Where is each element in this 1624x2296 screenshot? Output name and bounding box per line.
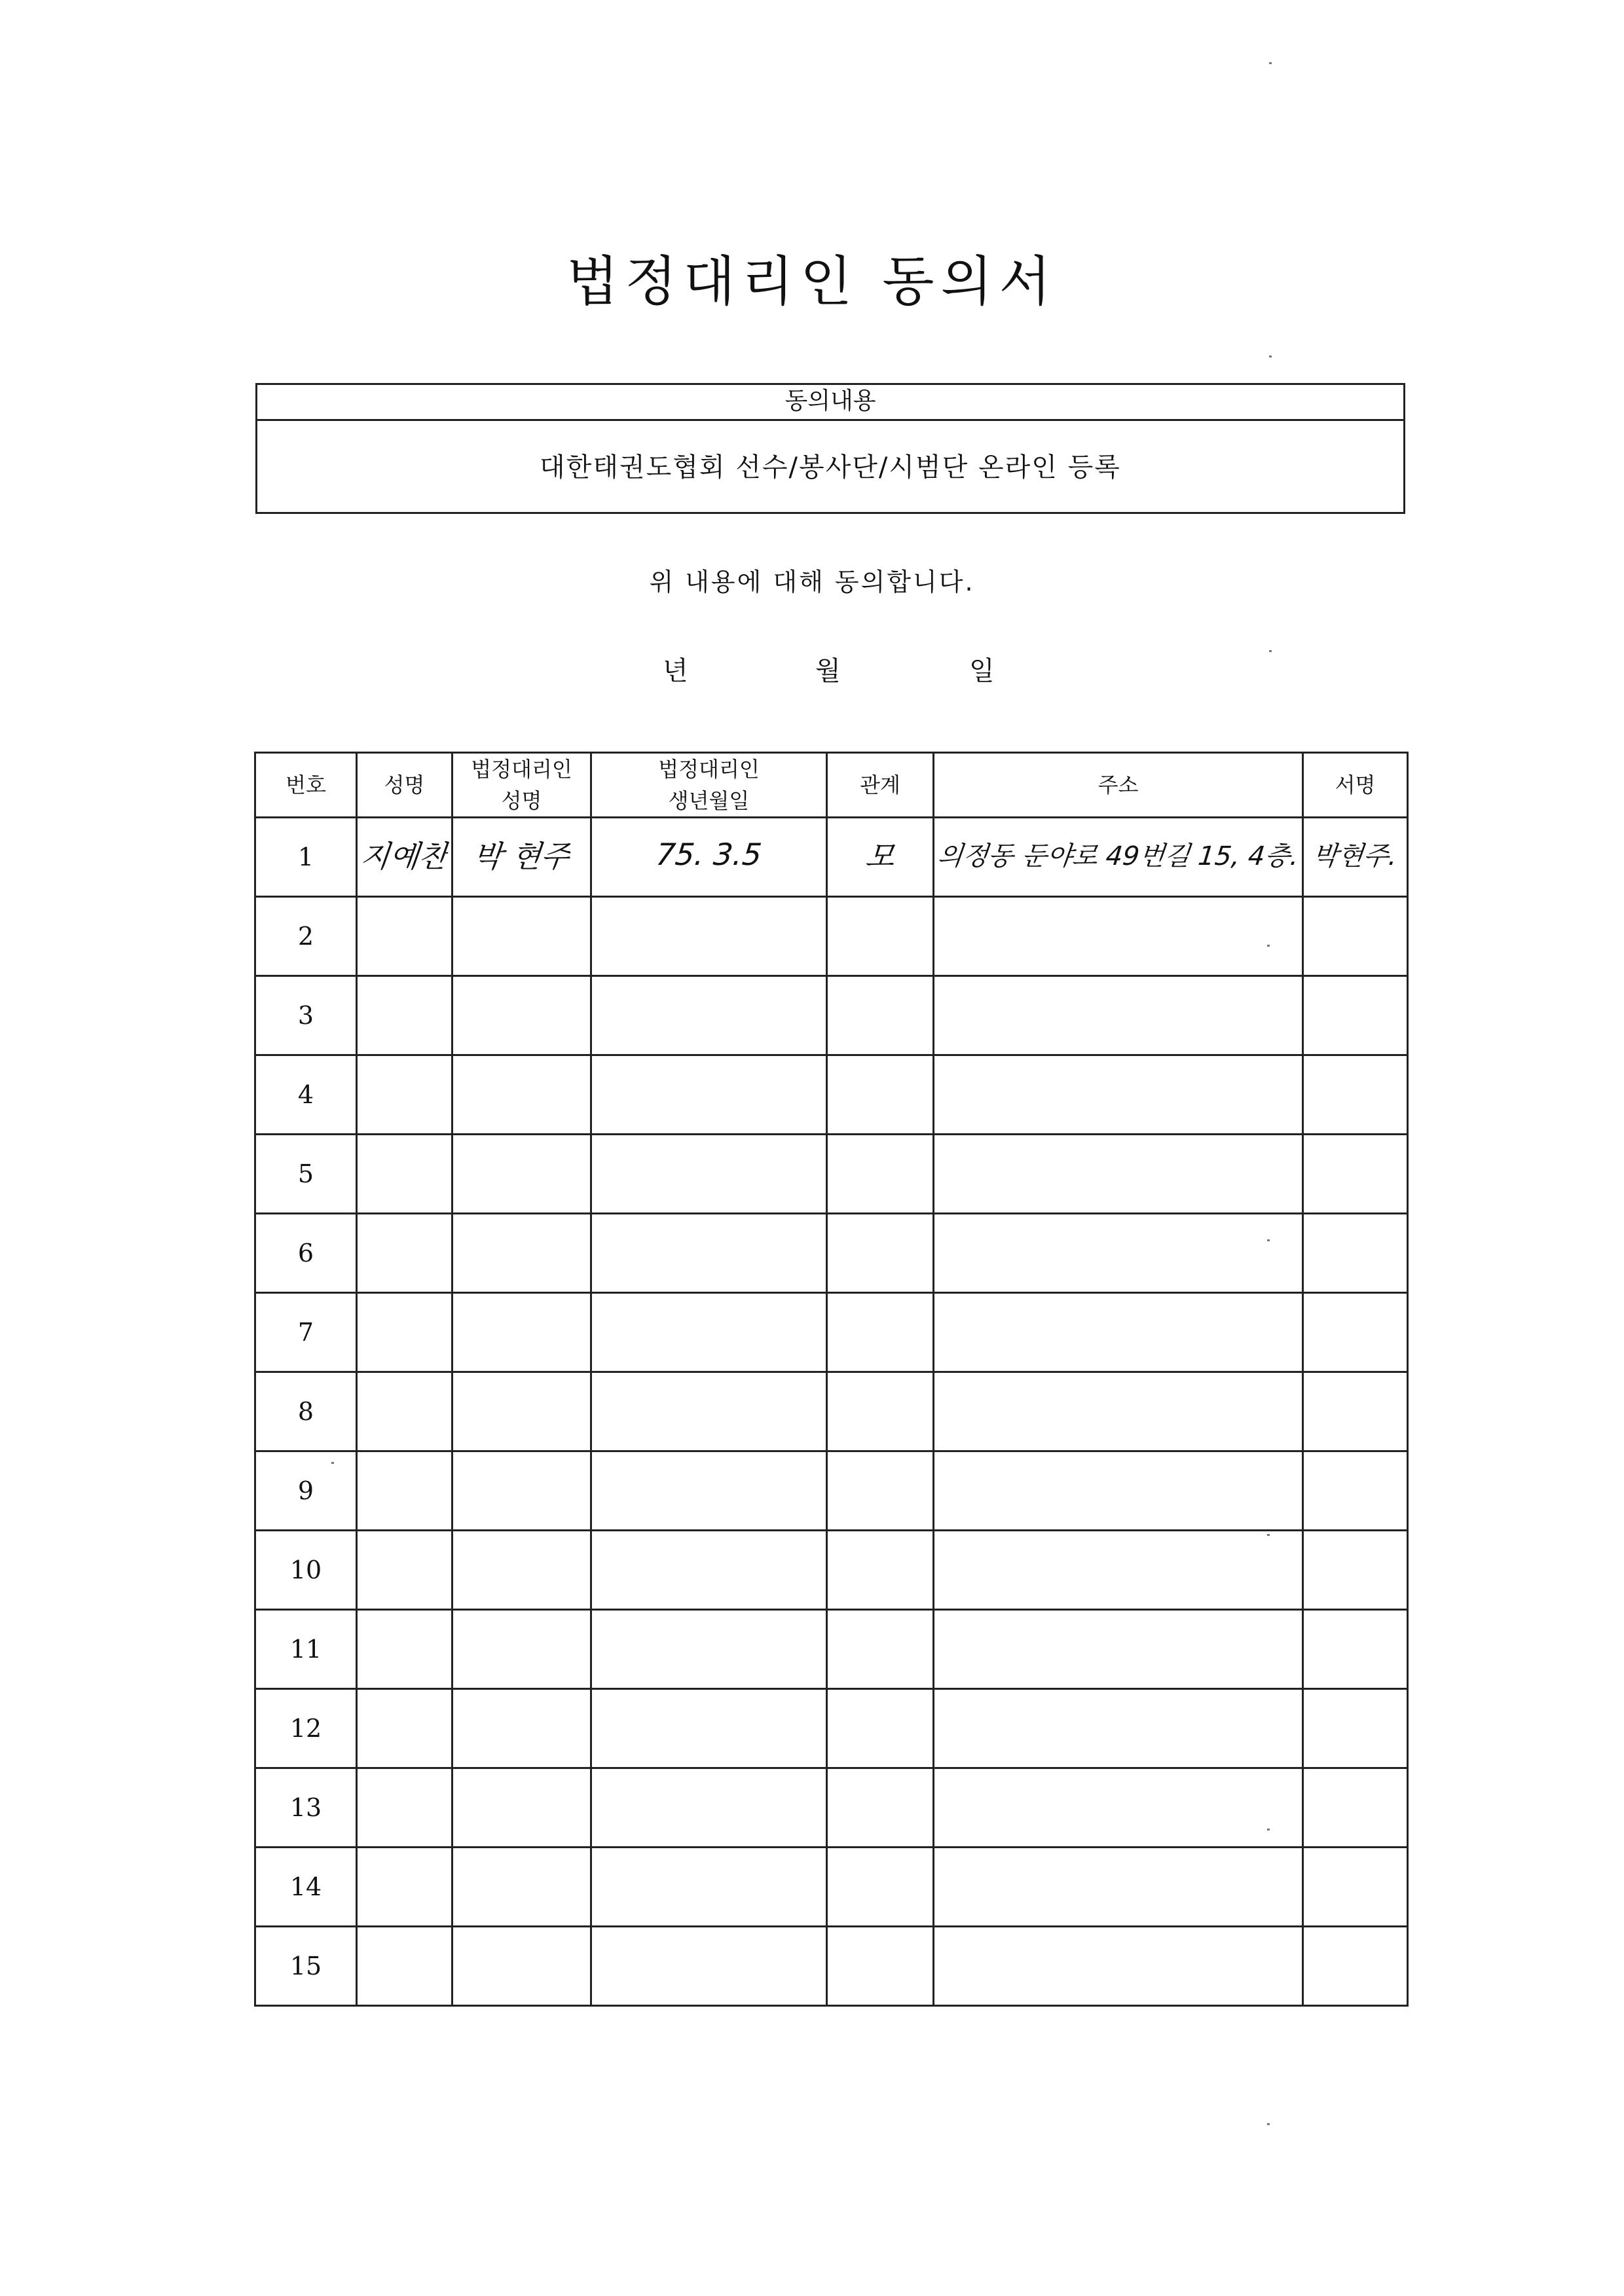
- cell-name: [357, 1055, 452, 1135]
- cell-signature: [1303, 1372, 1408, 1451]
- scan-speck: [1269, 650, 1272, 652]
- scan-speck: [1269, 62, 1272, 64]
- cell-name: [357, 1689, 452, 1768]
- cell-no-text: 11: [289, 1635, 322, 1664]
- cell-address: [934, 1689, 1303, 1768]
- cell-no: [255, 976, 357, 1055]
- cell-no: [255, 1135, 357, 1214]
- cell-name: [357, 1135, 452, 1214]
- cell-name: [357, 897, 452, 976]
- cell-address: [934, 1848, 1303, 1927]
- cell-no-text: 13: [289, 1793, 322, 1822]
- table-row: [255, 1293, 1408, 1372]
- cell-no-text: 9: [297, 1476, 314, 1505]
- table-row: [255, 1531, 1408, 1610]
- cell-name: [357, 1372, 452, 1451]
- date-day-label: 일: [969, 656, 995, 686]
- cell-name: [357, 1214, 452, 1293]
- cell-address: [934, 1531, 1303, 1610]
- cell-guardian-name: [452, 897, 591, 976]
- cell-no: [255, 1610, 357, 1689]
- cell-no-text: 12: [289, 1714, 322, 1743]
- scan-speck: [1267, 1534, 1270, 1536]
- consent-section: [255, 383, 1405, 514]
- cell-signature: [1303, 1689, 1408, 1768]
- cell-no: [255, 1848, 357, 1927]
- cell-address: [934, 1055, 1303, 1135]
- cell-no-text: 2: [297, 922, 314, 951]
- header-guardian-birth: 법정대리인 생년월일: [591, 753, 827, 818]
- scan-speck: [1267, 1239, 1270, 1241]
- cell-signature: [1303, 1927, 1408, 2006]
- cell-relation: [827, 1372, 934, 1451]
- cell-relation: [827, 1848, 934, 1927]
- cell-relation: [827, 1293, 934, 1372]
- cell-guardian-birth: [591, 818, 827, 897]
- date-month-label: 월: [815, 656, 841, 686]
- cell-guardian-birth: [591, 897, 827, 976]
- cell-guardian-name: [452, 1689, 591, 1768]
- table-row: [255, 1214, 1408, 1293]
- table-row: [255, 1768, 1408, 1848]
- cell-relation-text: 모: [863, 838, 896, 874]
- cell-no-text: 5: [297, 1159, 314, 1188]
- cell-guardian-birth: [591, 1293, 827, 1372]
- cell-address: [934, 818, 1303, 897]
- table-row: [255, 1055, 1408, 1135]
- cell-relation: [827, 1451, 934, 1531]
- cell-guardian-name: [452, 1927, 591, 2006]
- table-row: [255, 897, 1408, 976]
- cell-address-text: 의정동 둔야로 49번길 15, 4층.: [936, 841, 1301, 871]
- table-row: [255, 818, 1408, 897]
- cell-guardian-birth: [591, 1451, 827, 1531]
- cell-guardian-name: [452, 1610, 591, 1689]
- cell-signature: [1303, 1293, 1408, 1372]
- cell-guardian-birth: [591, 976, 827, 1055]
- table-row: [255, 1610, 1408, 1689]
- table-row: [255, 1848, 1408, 1927]
- cell-no: [255, 1689, 357, 1768]
- cell-no: [255, 1372, 357, 1451]
- cell-signature: [1303, 1531, 1408, 1610]
- cell-no: [255, 1055, 357, 1135]
- cell-guardian-birth: [591, 1135, 827, 1214]
- cell-no: [255, 1451, 357, 1531]
- cell-guardian-birth: [591, 1055, 827, 1135]
- cell-name-text: 지예찬: [358, 838, 450, 874]
- cell-relation: [827, 897, 934, 976]
- header-guardian-name: 법정대리인 성명: [452, 753, 591, 818]
- cell-signature-text: 박현주.: [1311, 841, 1399, 871]
- cell-no-text: 4: [297, 1080, 314, 1109]
- cell-guardian-name: [452, 1768, 591, 1848]
- cell-name: [357, 1927, 452, 2006]
- table-header-row: [255, 753, 1408, 818]
- cell-guardian-name: [452, 1531, 591, 1610]
- scan-speck: [1267, 945, 1270, 947]
- cell-address: [934, 1610, 1303, 1689]
- header-no: 번호: [255, 753, 357, 818]
- cell-address: [934, 897, 1303, 976]
- cell-no-text: 3: [297, 1001, 314, 1030]
- cell-guardian-name: [452, 1135, 591, 1214]
- cell-address: [934, 1372, 1303, 1451]
- cell-signature: [1303, 1848, 1408, 1927]
- cell-address: [934, 1451, 1303, 1531]
- cell-address: [934, 1135, 1303, 1214]
- header-name: 성명: [357, 753, 452, 818]
- cell-no: [255, 897, 357, 976]
- cell-guardian-birth: [591, 1768, 827, 1848]
- cell-no-text: 7: [297, 1318, 314, 1347]
- cell-relation: [827, 1531, 934, 1610]
- scan-speck: [1269, 355, 1272, 357]
- cell-no-text: 15: [289, 1952, 322, 1980]
- document-title: 법정대리인 동의서: [566, 251, 1058, 313]
- table-row: [255, 1689, 1408, 1768]
- cell-no-text: 1: [297, 843, 314, 871]
- cell-name: [357, 818, 452, 897]
- cell-guardian-birth: [591, 1531, 827, 1610]
- header-relation: 관계: [827, 753, 934, 818]
- cell-signature: [1303, 897, 1408, 976]
- scan-speck: [331, 1462, 334, 1464]
- cell-no: [255, 818, 357, 897]
- date-year-label: 년: [663, 656, 688, 686]
- cell-signature: [1303, 1451, 1408, 1531]
- scan-speck: [1267, 1829, 1270, 1831]
- cell-address: [934, 976, 1303, 1055]
- cell-guardian-name: [452, 1214, 591, 1293]
- cell-relation: [827, 1768, 934, 1848]
- cell-no-text: 14: [289, 1872, 322, 1901]
- cell-guardian-birth: [591, 1372, 827, 1451]
- cell-name: [357, 1848, 452, 1927]
- cell-guardian-name: [452, 1848, 591, 1927]
- consent-content: 대한태권도협회 선수/봉사단/시범단 온라인 등록: [540, 452, 1121, 483]
- consent-header: 동의내용: [257, 385, 1403, 421]
- cell-no: [255, 1293, 357, 1372]
- cell-guardian-name: [452, 1451, 591, 1531]
- cell-no: [255, 1531, 357, 1610]
- cell-relation: [827, 1689, 934, 1768]
- cell-name: [357, 1451, 452, 1531]
- cell-name: [357, 1610, 452, 1689]
- cell-relation: [827, 1055, 934, 1135]
- cell-signature: [1303, 976, 1408, 1055]
- table-row: [255, 1927, 1408, 2006]
- cell-signature: [1303, 1055, 1408, 1135]
- cell-guardian-birth: [591, 1848, 827, 1927]
- cell-address: [934, 1293, 1303, 1372]
- table-row: [255, 1135, 1408, 1214]
- header-signature: 서명: [1303, 753, 1408, 818]
- agreement-statement: 위 내용에 대해 동의합니다.: [649, 568, 975, 596]
- cell-no-text: 10: [289, 1556, 322, 1584]
- cell-relation: [827, 1135, 934, 1214]
- cell-relation: [827, 1214, 934, 1293]
- cell-relation: [827, 976, 934, 1055]
- cell-signature: [1303, 818, 1408, 897]
- cell-guardian-birth-text: 75. 3.5: [654, 836, 764, 872]
- cell-name: [357, 976, 452, 1055]
- cell-guardian-name: [452, 818, 591, 897]
- cell-no: [255, 1927, 357, 2006]
- cell-guardian-birth: [591, 1927, 827, 2006]
- cell-relation: [827, 1610, 934, 1689]
- cell-guardian-name: [452, 1055, 591, 1135]
- table-row: [255, 976, 1408, 1055]
- cell-name: [357, 1768, 452, 1848]
- cell-guardian-name: [452, 976, 591, 1055]
- cell-relation: [827, 1927, 934, 2006]
- cell-guardian-name: [452, 1293, 591, 1372]
- cell-no: [255, 1214, 357, 1293]
- cell-guardian-name: [452, 1372, 591, 1451]
- cell-relation: [827, 818, 934, 897]
- cell-name: [357, 1293, 452, 1372]
- cell-signature: [1303, 1135, 1408, 1214]
- cell-address: [934, 1768, 1303, 1848]
- cell-no: [255, 1768, 357, 1848]
- cell-signature: [1303, 1214, 1408, 1293]
- cell-signature: [1303, 1610, 1408, 1689]
- cell-no-text: 8: [297, 1397, 314, 1426]
- cell-guardian-birth: [591, 1689, 827, 1768]
- header-address: 주소: [934, 753, 1303, 818]
- cell-no-text: 6: [297, 1239, 314, 1267]
- registration-table: [254, 752, 1409, 2007]
- cell-guardian-birth: [591, 1214, 827, 1293]
- cell-address: [934, 1927, 1303, 2006]
- cell-guardian-name-text: 박 현주: [471, 838, 572, 874]
- cell-name: [357, 1531, 452, 1610]
- cell-guardian-birth: [591, 1610, 827, 1689]
- cell-address: [934, 1214, 1303, 1293]
- table-row: [255, 1451, 1408, 1531]
- scan-speck: [1267, 2123, 1270, 2125]
- cell-signature: [1303, 1768, 1408, 1848]
- table-row: [255, 1372, 1408, 1451]
